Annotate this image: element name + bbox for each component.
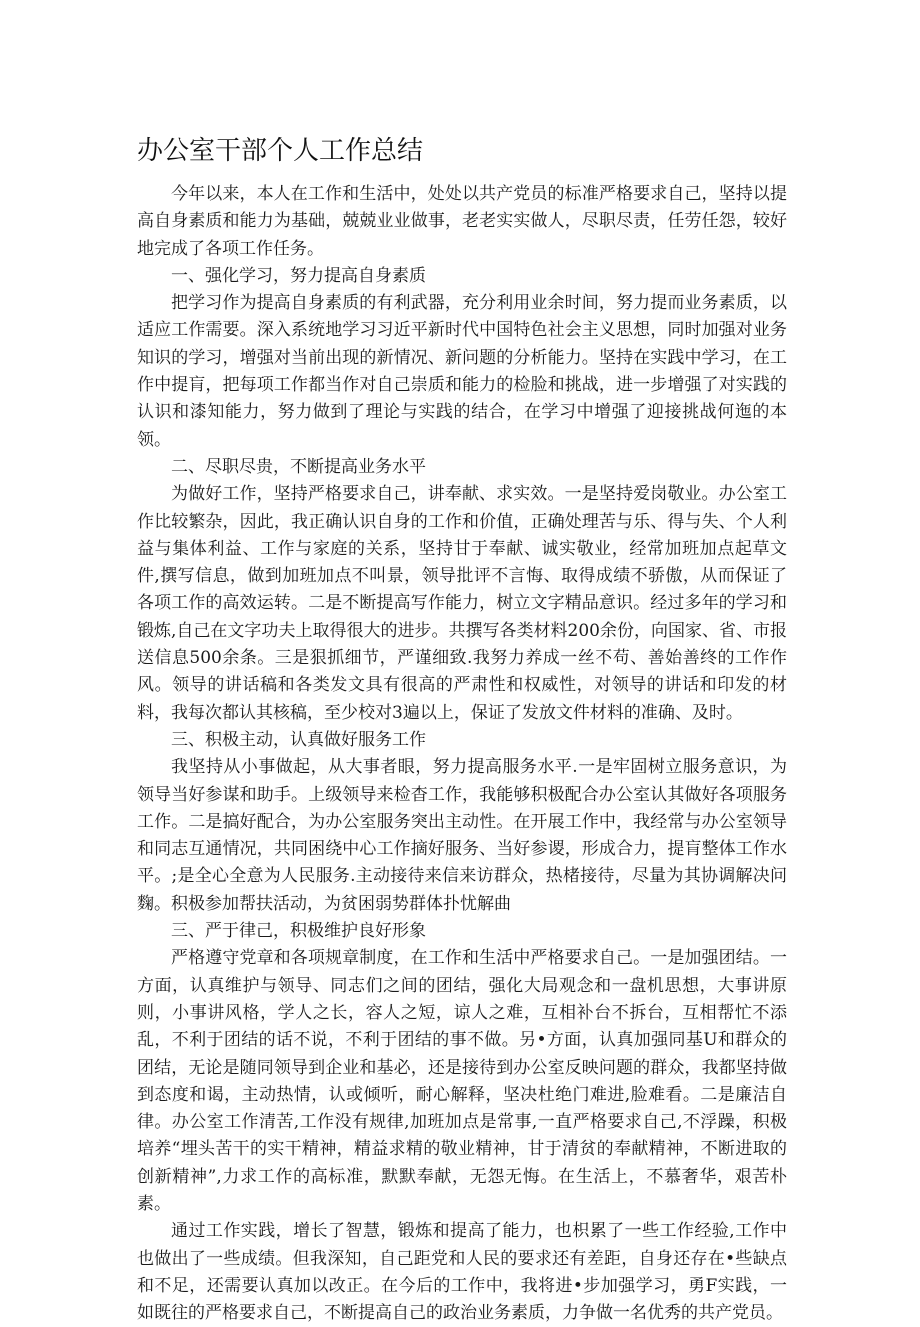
document-title: 办公室干部个人工作总结 <box>137 136 424 166</box>
paragraph-section-2: 为做好工作，坚持严格要求自己，讲奉献、求实效。一是坚持爱岗敬业。办公室工作比较繁杂，因此，我正确认识自身的工作和价值，正确处理苦与乐、得与失、个人利益与集体利益、工作与家庭的关系，坚持甘于奉献、诚实敬业，经常加班加点起草文件,撰写信息，做到加班加点不叫景，领导批评不言悔、取得成绩不骄傲，从而保证了各项工作的高效运转。二是不断提高写作能力，树立文字精品意识。经过多年的学习和锻炼,自己在文字功夫上取得很大的进步。共撰写各类材料200余份，向国家、省、市报送信息500余条。三是狠抓细节，严谨细致.我努力养成一丝不苟、善始善终的工作作风。领导的讲话稿和各类发文具有很高的严肃性和权威性，对领导的讲话和印发的材料，我每次都认其核稿，至少校对3遍以上，保证了发放文件材料的准确、及时。 <box>137 484 787 723</box>
section-heading-3: 三、积极主动，认真做好服务工作 <box>171 729 426 750</box>
paragraph-section-1: 把学习作为提高自身素质的有利武器，充分利用业余时间，努力提而业务素质，以适应工作需要。深入系统地学习习近平新时代中国特色社会主义思想，同时加强对业务知识的学习，增强对当前出现的新情况、新问题的分析能力。坚持在实践中学习，在工作中提肓，把每项工作都当作对自己崇质和能力的检脸和挑战，进一步增强了对实践的认识和漆知能力，努力做到了理论与实践的结合，在学习中增强了迎接挑战何迤的本领。 <box>137 293 787 450</box>
paragraph-section-4: 严格遵守党章和各项规章制度，在工作和生活中严格要求自己。一是加强团结。一方面，认真维护与领导、同志们之间的团结，强化大局观念和一盘机思想，大事讲原则，小事讲风格，学人之长，容人之短，谅人之难，互相补台不拆台，互相帮忙不添乱，不利于团结的话不说，不利于团结的事不做。另•方面，认真加强同基U和群众的团结，无论是随同领导到企业和基必，还是接待到办公室反映问题的群众，我都坚持做到态度和谒，主动热情，认或倾听，耐心解释，坚决杜绝门难进,脸难看。二是廉洁自律。办公室工作清苦,工作没有规律,加班加点是常事,一直严格要求自己,不浮躁，积极培养“埋头苦干的实干精神，精益求精的敬业精神，甘于清贫的奉献精神，不断进取的创新精神”,力求工作的高标准，默默奉献，无怨无悔。在生活上，不慕奢华，艰苦朴素。 <box>137 948 787 1214</box>
document-body <box>137 181 787 1327</box>
section-heading-4: 三、严于律己，积极维护良好形象 <box>171 921 426 942</box>
paragraph-section-3: 我坚持从小事做起，从大事者眼，努力提高服务水平.一是牢固树立服务意识，为领导当好参谋和助手。上级领导来检杳工作，我能够积极配合办公室认其做好各项服务工作。二是搞好配合，为办公室服务突出主动性。在开展工作中，我经常与办公室领导和同志互通情况，共同困绕中心工作摘好服务、当好参谡，形成合力，提肓整体工作水平。;是全心全意为人民服务.主动接待来信来访群众，热楮接待，尽量为其协调解决问麴。积极参加帮扶活动，为贫困弱势群体扑忧解曲 <box>137 757 787 914</box>
section-heading-2: 二、尽职尽贵，不断提高业务水平 <box>171 456 426 477</box>
paragraph-intro: 今年以来，本人在工作和生活中，处处以共产党员的标准严格要求自己，坚持以提高自身素质和能力为基础，兢兢业业做事，老老实实做人，尽职尽责，任劳任怨，较好地完成了各项工作任务。 <box>137 184 787 259</box>
paragraph-conclusion: 通过工作实践，增长了智慧，锻炼和提高了能力，也枳累了一些工作经验,工作中也做出了一些成绩。但我深知，自己距党和人民的要求还有差距，自身还存在•些缺点和不足，还需要认真加以改正。在今后的工作中，我将进•步加强学习，勇F实践，一如既往的严格要求自己，不断提高自己的政治业务素质，力争做一名优秀的共产党员。 <box>137 1221 787 1324</box>
section-heading-1: 一、强化学习，努力提高自身素质 <box>171 265 426 286</box>
